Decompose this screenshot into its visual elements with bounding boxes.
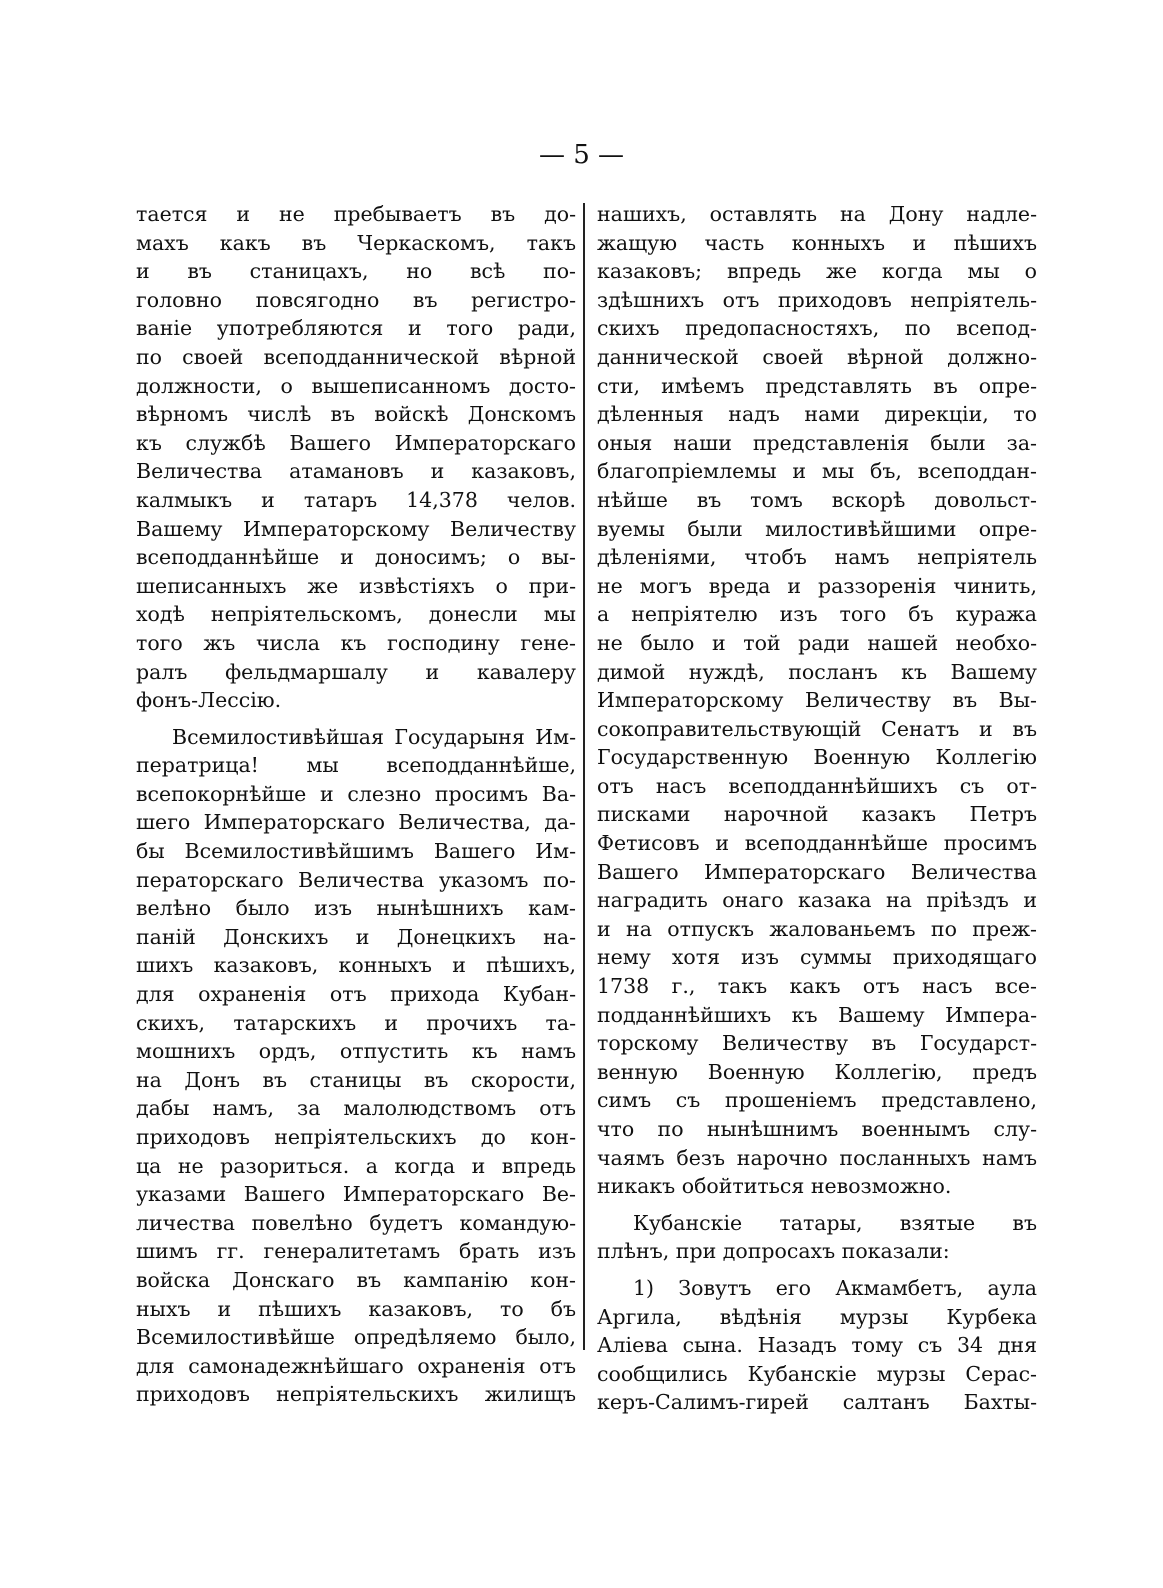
text-line: скихъ, татарскихъ и прочихъ та- [136,1010,576,1035]
text-line: калмыкъ и татаръ 14,378 челов. [136,487,576,512]
page-number: — 5 — [538,140,625,170]
text-line: Фетисовъ и всеподданнѣйше просимъ [597,831,1037,856]
text-line: дабы намъ, за малолюдствомъ отъ [136,1096,576,1121]
text-line: Государственную Военную Коллегію [597,745,1037,770]
text-line: Величества атамановъ и казаковъ, [136,459,576,484]
left-column [136,200,576,1409]
text-line: по своей всеподданнической вѣрной [136,344,576,369]
text-line: 1738 г., такъ какъ отъ насъ все- [597,974,1037,999]
text-line: ходѣ непріятельскомъ, донесли мы [136,602,576,627]
text-line: указами Вашего Императорскаго Ве- [136,1182,576,1207]
text-line: должности, о вышеписанномъ досто- [136,373,576,398]
text-line: войска Донскаго въ кампанію кон- [136,1267,576,1292]
text-line: паній Донскихъ и Донецкихъ на- [136,924,576,949]
text-line: для самонадежнѣйшаго охраненія отъ [136,1353,576,1378]
text-line: мошнихъ ордъ, отпустить къ намъ [136,1039,576,1064]
paragraph-gap [597,1201,1037,1209]
text-line: шимъ гг. генералитетамъ брать изъ [136,1239,576,1264]
text-line: вуемы были милостивѣйшими опре- [597,516,1037,541]
text-line: того жъ числа къ господину гене- [136,630,576,655]
text-line: къ службѣ Вашего Императорскаго [136,430,576,455]
text-line: Вашего Императорскаго Величества [597,859,1037,884]
text-line: жащую часть конныхъ и пѣшихъ [597,230,1037,255]
text-line: тается и не пребываетъ въ до- [136,202,576,226]
text-line: махъ какъ въ Черкаскомъ, такъ [136,230,576,255]
text-line: а непріятелю изъ того бъ куража [597,602,1037,627]
text-line: дѣленныя надъ нами дирекціи, то [597,402,1037,427]
text-line: писками нарочной казакъ Петръ [597,802,1037,827]
text-line: для охраненія отъ прихода Кубан- [136,982,576,1007]
text-line: нѣйше въ томъ вскорѣ довольст- [597,487,1037,512]
text-line: Кубанскіе татары, взятые въ [633,1210,1037,1235]
text-line: подданнѣйшихъ къ Вашему Импера- [597,1002,1037,1027]
text-line: нему хотя изъ суммы приходящаго [597,945,1037,970]
text-line: на Донъ въ станицы въ скорости, [136,1067,576,1092]
text-line: фонъ-Лессію. [136,688,282,713]
text-line: отъ насъ всеподданнѣйшихъ съ от- [597,773,1037,798]
text-line: личества повелѣно будетъ командую- [136,1210,576,1235]
paragraph-gap [597,1266,1037,1274]
text-line: здѣшнихъ отъ приходовъ непріятель- [597,287,1037,312]
text-line: Всемилостивѣйшая Государыня Им- [172,724,576,749]
text-line: ца не разориться. а когда и впредь [136,1153,576,1178]
text-line: приходовъ непріятельскихъ до кон- [136,1125,576,1149]
text-line: вѣрномъ числѣ въ войскѣ Донскомъ [136,402,576,427]
text-line: торскому Величеству въ Государст- [597,1031,1037,1056]
text-line: сокоправительствующій Сенатъ и въ [597,716,1037,741]
text-line: ператорскаго Величества указомъ по- [136,867,576,892]
text-line: ныхъ и пѣшихъ казаковъ, то бъ [136,1296,576,1321]
text-line: головно повсягодно въ регистро- [136,287,576,312]
text-line: дѣленіями, чтобъ намъ непріятель [597,545,1037,570]
text-line: и въ станицахъ, но всѣ по- [136,259,576,284]
text-line: шеписанныхъ же извѣстіяхъ о при- [136,573,576,598]
text-line: всеподданнѣйше и доносимъ; о вы- [136,545,576,570]
text-line: бы Всемилостивѣйшимъ Вашего Им- [136,839,576,864]
text-line: приходовъ непріятельскихъ жилищъ [136,1382,576,1407]
paragraph-gap [136,715,576,723]
text-line: казаковъ; впредь же когда мы о [597,259,1037,284]
column-divider [583,203,585,1350]
text-line: шихъ казаковъ, конныхъ и пѣшихъ, [136,953,576,978]
text-line: благопріемлемы и мы бъ, всеподдан- [597,459,1037,484]
text-line: не могъ вреда и раззоренія чинить, [597,573,1037,598]
text-line: Аргила, вѣдѣнія мурзы Курбека [597,1304,1037,1329]
text-line: нашихъ, оставлять на Дону надле- [597,202,1037,226]
text-line: что по нынѣшнимъ военнымъ слу- [597,1117,1037,1141]
text-line: Всемилостивѣйше опредѣляемо было, [136,1325,576,1350]
text-line: симъ съ прошеніемъ представлено, [597,1088,1037,1113]
text-line: велѣно было изъ нынѣшнихъ кам- [136,896,576,921]
text-line: оныя наши представленія были за- [597,430,1037,455]
text-line: сообщились Кубанскіе мурзы Серас- [597,1361,1037,1386]
text-line: и на отпускъ жалованьемъ по преж- [597,916,1037,941]
text-line: сти, имѣемъ представлять въ опре- [597,373,1037,398]
text-line: чаямъ безъ нарочно посланныхъ намъ [597,1145,1037,1170]
text-line: никакъ обойтиться невозможно. [597,1174,952,1199]
text-line: шего Императорскаго Величества, да- [136,810,576,835]
text-line: не было и той ради нашей необхо- [597,630,1037,655]
text-line: ператрица! мы всеподданнѣйше, [136,753,576,778]
text-line: Аліева сына. Назадъ тому съ 34 дня [597,1333,1037,1358]
text-line: скихъ предопасностяхъ, по всепод- [597,316,1037,341]
text-line: ралъ фельдмаршалу и кавалеру [136,659,576,684]
text-line: даннической своей вѣрной должно- [597,344,1037,369]
text-line: 1) Зовутъ его Акмамбетъ, аула [633,1275,1037,1300]
text-line: ваніе употребляются и того ради, [136,316,576,341]
text-line: керъ-Салимъ-гирей салтанъ Бахты- [597,1390,1037,1415]
text-line: димой нуждѣ, посланъ къ Вашему [597,659,1037,684]
text-line: венную Военную Коллегію, предъ [597,1059,1037,1084]
text-line: наградить онаго казака на пріѣздъ и [597,888,1037,913]
text-line: всепокорнѣйше и слезно просимъ Ва- [136,781,576,806]
right-column [597,200,1037,1417]
text-line: плѣнъ, при допросахъ показали: [597,1239,950,1264]
text-line: Вашему Императорскому Величеству [136,516,576,541]
text-line: Императорскому Величеству въ Вы- [597,688,1037,713]
